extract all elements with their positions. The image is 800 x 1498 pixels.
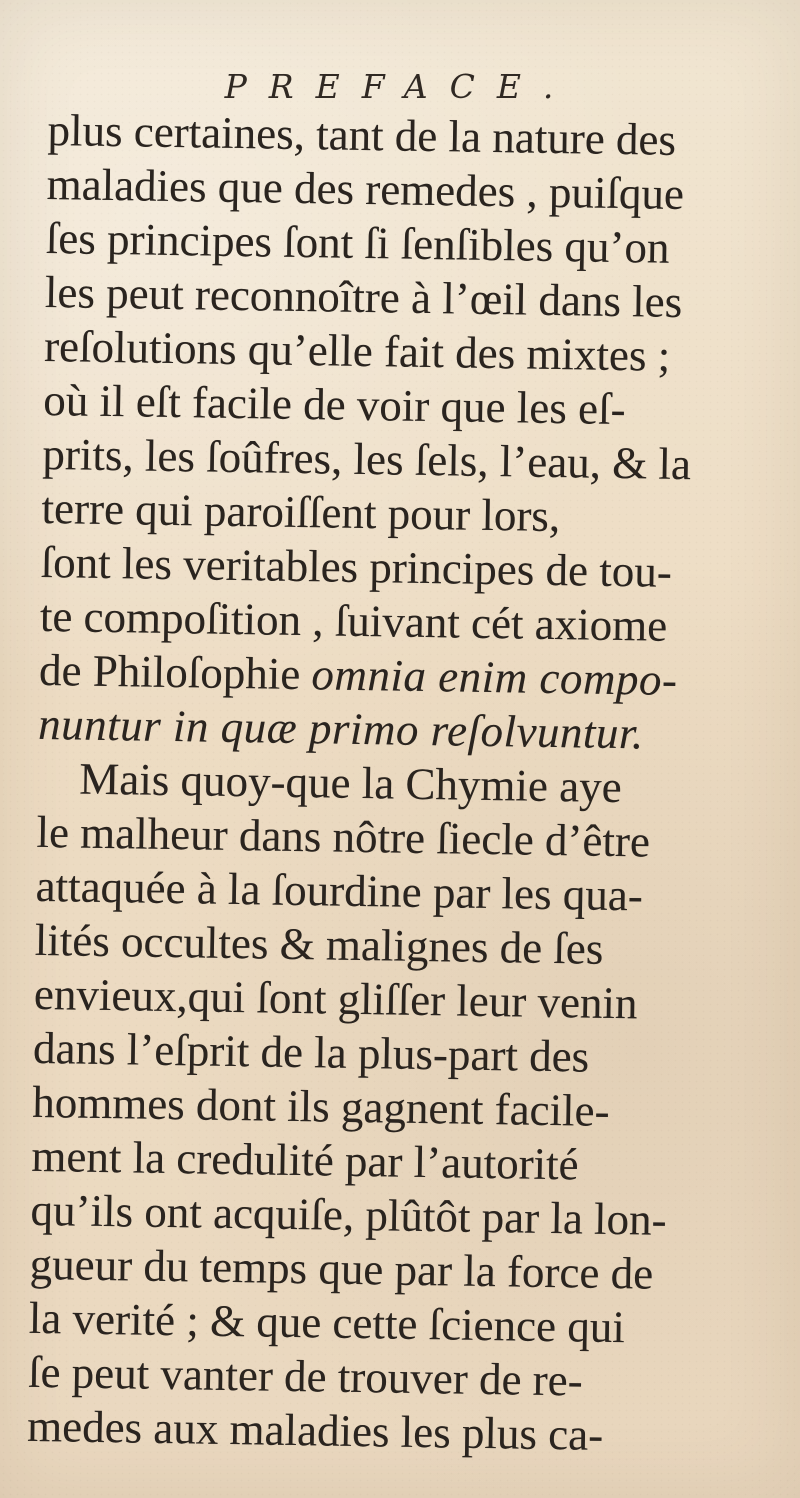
text-line-12: nuntur in quæ primo reſolvuntur. [37,698,645,759]
text-line-8: terre qui paroiſſent pour lors, [41,482,561,542]
text-line-20: ment la credulité par l’autorité [31,1130,580,1190]
page-header: PREFACE. [224,67,576,106]
text-line-15: attaquée à la ſourdine par les qua- [35,860,644,921]
text-line-11-start: de Philoſophie [38,644,301,700]
text-line-22: gueur du temps que par la force de [29,1238,654,1299]
text-line-14: le malheur dans nôtre ſiecle d’être [36,806,651,867]
text-line-19: hommes dont ils gagnent facile- [31,1076,610,1136]
text-line-9: ſont les veritables principes de tou- [40,536,673,597]
text-line-4: les peut reconnoître à l’œil dans les [44,266,683,327]
text-line-23: la verité ; & que cette ſcience qui [28,1292,626,1353]
text-line-18: dans l’eſprit de la plus-part des [32,1022,590,1082]
text-line-13: Mais quoy-que la Chymie aye [78,753,623,813]
text-line-3: ſes principes ſont ſi ſenſibles qu’on [45,212,670,273]
body-text [26,103,762,1460]
text-line-24: ſe peut vanter de trouver de re- [27,1346,584,1406]
text-line-5: reſolutions qu’elle fait des mixtes ; [43,320,671,381]
text-line-7: prits, les ſoûfres, les ſels, l’eau, & la [42,428,692,490]
text-line-1: plus certaines, tant de la nature des [47,104,677,165]
text-line-6: où il eſt facile de voir que les eſ- [42,374,626,435]
text-line-16: lités occultes & malignes de ſes [34,914,604,974]
text-line-17: envieux,qui ſont gliſſer leur venin [33,968,638,1029]
text-line-25: medes aux maladies les plus ca- [26,1400,604,1460]
text-line-11-italic: omnia enim compo- [311,649,678,705]
text-line-2: maladies que des remedes , puiſque [46,158,685,219]
text-line-10: te compoſition , ſuivant cét axiome [39,590,668,651]
text-line-21: qu’ils ont acquiſe, plûtôt par la lon- [30,1184,668,1245]
